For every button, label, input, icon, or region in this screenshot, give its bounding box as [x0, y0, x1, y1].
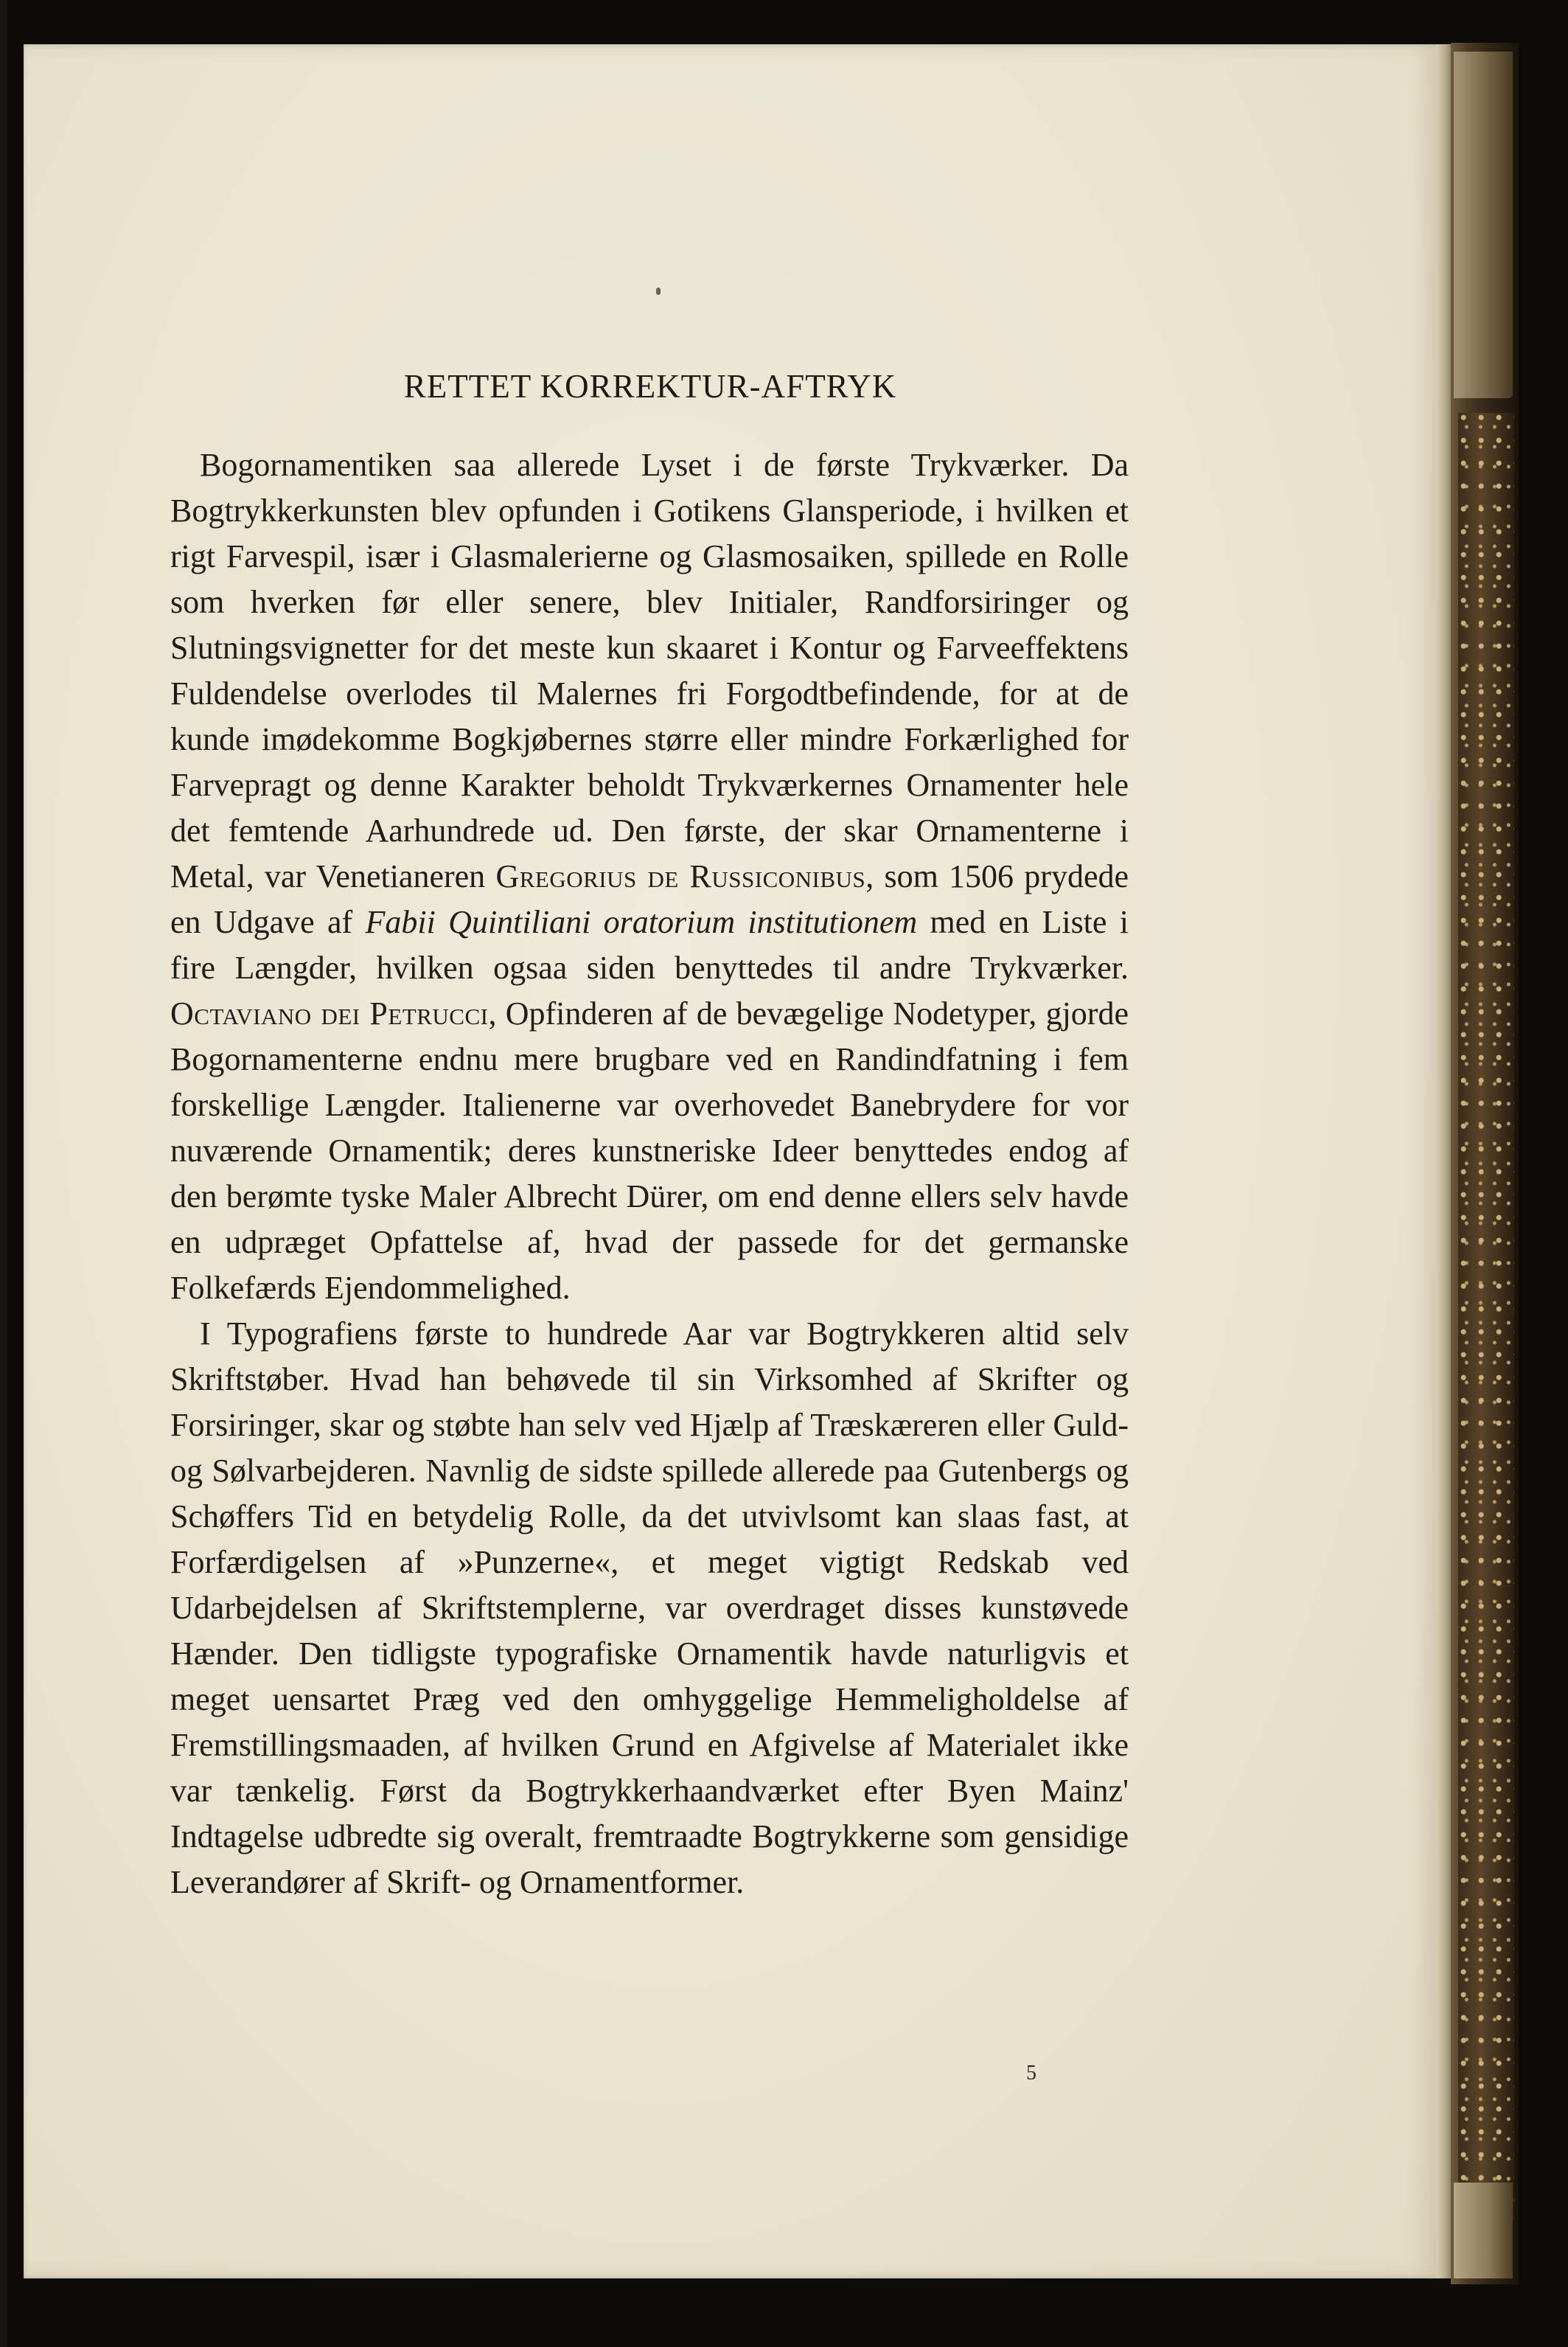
paper-page — [24, 44, 1439, 2278]
paragraph-1-part: , som 1506 prydede en Udgave af — [170, 858, 1129, 940]
person-name-gregorius: Gregorius de Russiconibus — [495, 858, 866, 894]
paper-speck — [656, 288, 661, 295]
paragraph-2 — [170, 1311, 1129, 1905]
page-number: 5 — [1026, 2062, 1036, 2085]
book-title-quintiliani: Fabii Quintiliani oratorium institutionem — [365, 904, 918, 940]
spine-worn-top — [1454, 52, 1513, 398]
paragraph-2-part: I Typografiens første to hundrede Aar var Bogtrykkeren altid selv Skriftstøber. Hvad han behøvede til sin Virksomhed af Skrifter og Forsiringer, skar og støbte han selv ved Hjælp af Træskæreren eller Guld- og Sølvarbejderen. Navnlig de sidste spillede allerede paa Gutenbergs og Schøffers Tid en betydelig Rolle, da det utvivlsomt kan slaas fast, at Forfærdigelsen af »Punzerne«, et meget vigtigt Redskab ved Udarbejdelsen af Skriftstemplerne, var overdraget disses kunstøvede Hænder. Den tidligste typografiske Ornamentik havde naturligvis et meget uensartet Præg ved den omhyggelige Hemmeligholdelse af Fremstillingsmaaden, af hvilken Grund en Afgivelse af Materialet ikke var tænkelig. Først da Bogtrykkerhaandværket efter Byen Mainz' Indtagelse udbredte sig overalt, fremtraadte Bogtrykkerne som gensidige Leverandører af Skrift- og Ornamentformer. — [170, 1315, 1129, 1900]
paragraph-1-part: med en Liste i fire Længder, hvilken ogsaa siden benyttedes til andre Trykværker. — [170, 904, 1129, 986]
page-heading: RETTET KORREKTUR-AFTRYK — [403, 368, 897, 405]
spine-worn-bottom — [1454, 2183, 1513, 2278]
page-edge — [1436, 44, 1452, 2278]
body-text — [170, 442, 1129, 1905]
person-name-petrucci: Octaviano dei Petrucci — [170, 995, 489, 1032]
paragraph-1-part: , Opfinderen af de bevægelige Nodetyper, gjorde Bogornamenterne endnu mere brugbare ved en Randindfatning i fem forskellige Længder. Italienerne var overhovedet Banebrydere for vor nuværende Ornamentik; deres kunstneriske Ideer benyttedes endog af den berømte tyske Maler Albrecht Dürer, om end denne ellers selv havde en udpræget Opfattelse af, hvad der passede for det germanske Folkefærds Ejendommelighed. — [170, 995, 1129, 1306]
paragraph-1 — [170, 442, 1129, 1311]
spine-marbled-cover — [1458, 413, 1514, 2219]
paragraph-1-part: Bogornamentiken saa allerede Lyset i de første Trykværker. Da Bogtrykkerkunsten blev opfunden i Gotikens Glansperiode, i hvilken et rigt Farvespil, især i Glasmalerierne og Glasmosaiken, spillede en Rolle som hverken før eller senere, blev Initialer, Randforsiringer og Slutningsvignetter for det meste kun skaaret i Kontur og Farveeffektens Fuldendelse overlodes til Malernes fri Forgodtbefindende, for at de kunde imødekomme Bogkjøbernes større eller mindre Forkærlighed for Farvepragt og denne Karakter beholdt Trykværkernes Ornamenter hele det femtende Aarhundrede ud. Den første, der skar Ornamenterne i Metal, var Venetianeren — [170, 447, 1129, 894]
scan-left-border — [0, 0, 7, 2347]
